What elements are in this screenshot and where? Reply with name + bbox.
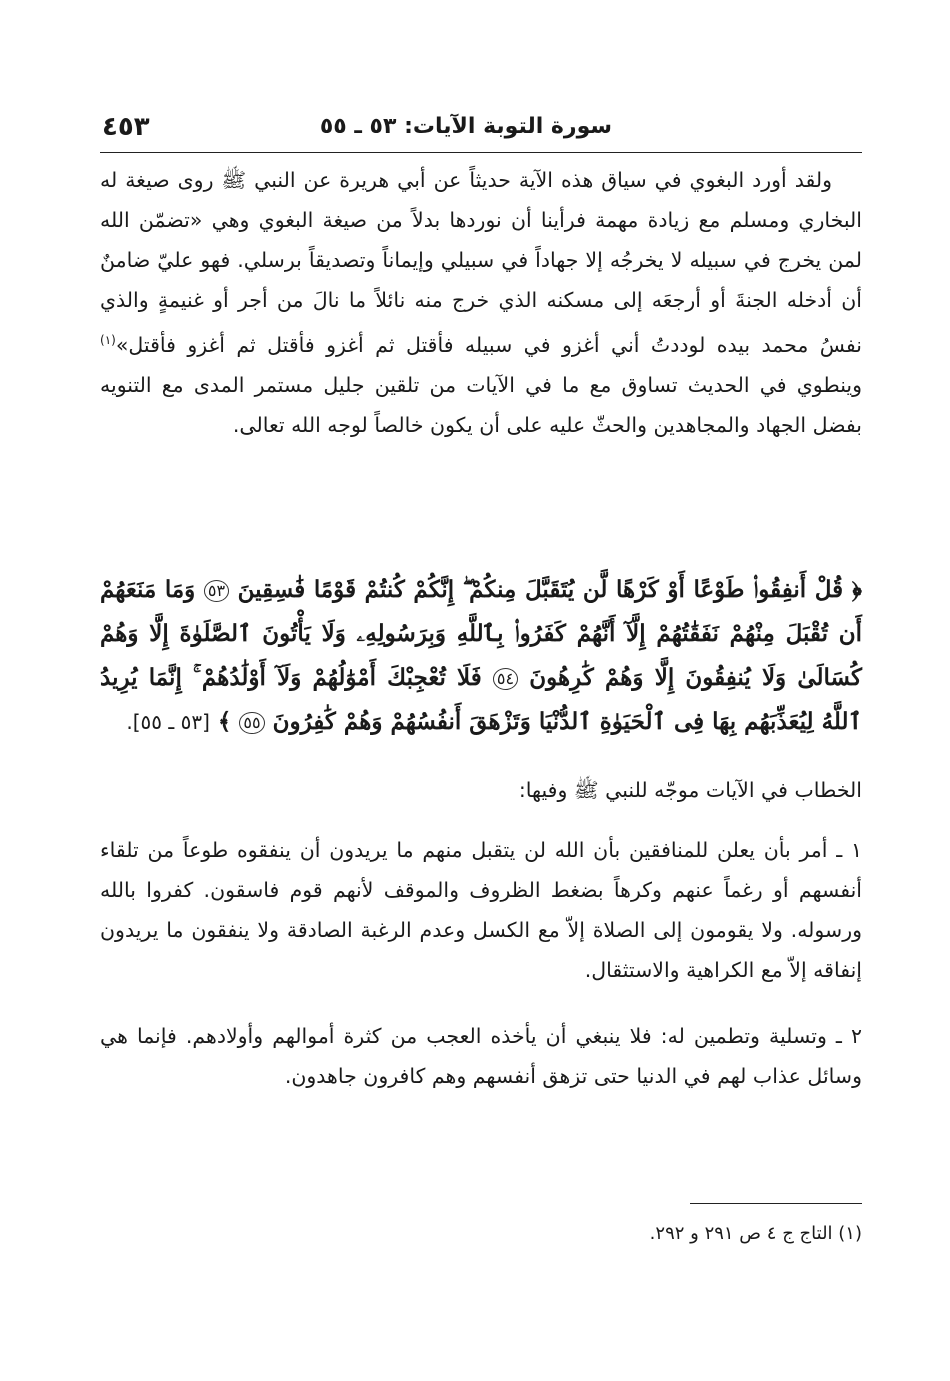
verse-reference: [٥٣ ـ ٥٥]. <box>126 710 210 734</box>
paragraph-hadith-text: ولقد أورد البغوي في سياق هذه الآية حديثاً عن أبي هريرة عن النبي ﷺ روى صيغة له البخاري ومسلم مع زيادة مهمة فرأينا أن نوردها بدلاً من صيغة البغوي وهي «تضمّن الله لمن يخرج في سبيله لا يخرجُه إلا جهاداً في سبيلي وإيماناً وتصديقاً برسلي. فهو عليّ ضامنٌ أن أدخله الجنةَ أو أرجعَه إلى مسكنه الذي خرج منه نائلاً ما نالَ من أجر أو غنيمةٍ والذي نفسُ محمد بيده لوددتُ أني أغزو في سبيله فأقتل ثم أغزو فأقتل ثم أغزو فأقتل» <box>100 168 862 357</box>
paragraph-hadith <box>100 160 862 445</box>
page-number: ٤٥٣ <box>102 112 150 142</box>
verse-open-bracket: ﴿ <box>851 576 862 603</box>
verse-55: فَلَا تُعْجِبْكَ أَمْوَٰلُهُمْ وَلَآ أَوْلَٰدُهُمْ ۚ إِنَّمَا يُرِيدُ ٱللَّهُ لِيُعَذِّبَهُم بِهَا فِى ٱلْحَيَوٰةِ ٱلدُّنْيَا وَتَزْهَقَ أَنفُسُهُمْ وَهُمْ كَٰفِرُونَ <box>100 664 862 735</box>
verse-close-bracket: ﴾ <box>217 708 232 735</box>
ayah-number-53: ٥٣ <box>204 580 229 602</box>
verse-54: وَمَا مَنَعَهُمْ أَن تُقْبَلَ مِنْهُمْ نَفَقَٰتُهُمْ إِلَّآ أَنَّهُمْ كَفَرُوا۟ بِٱللَّهِ وَبِرَسُولِهِۦ وَلَا يَأْتُونَ ٱلصَّلَوٰةَ إِلَّا وَهُمْ كُسَالَىٰ وَلَا يُنفِقُونَ إِلَّا وَهُمْ كَٰرِهُونَ <box>100 576 862 691</box>
verse-53: قُلْ أَنفِقُوا۟ طَوْعًا أَوْ كَرْهًا لَّن يُتَقَبَّلَ مِنكُمْ ۖ إِنَّكُمْ كُنتُمْ قَوْمًا فَٰسِقِينَ <box>237 576 844 603</box>
ayah-number-55: ٥٥ <box>239 712 264 734</box>
footnote-marker: (١) <box>100 333 116 347</box>
point-1: ١ ـ أمر بأن يعلن للمنافقين بأن الله لن يتقبل منهم ما يريدون أن ينفقوه طوعاً من تلقاء أنفسهم أو رغماً عنهم وكرهاً بضغط الظروف والموقف لأنهم قوم فاسقون. كفروا بالله ورسوله. ولا يقومون إلى الصلاة إلاّ مع الكسل وعدم الرغبة الصادقة ولا ينفقون ما يريدون إنفاقه إلاّ مع الكراهية والاستثقال. <box>100 838 862 982</box>
quran-verses <box>100 568 862 744</box>
intro-line: الخطاب في الآيات موجّه للنبي ﷺ وفيها: <box>518 778 862 802</box>
page-header <box>100 112 862 153</box>
running-title: سورة التوبة الآيات: ٥٣ ـ ٥٥ <box>319 114 612 139</box>
footnote: (١) التاج ج ٤ ص ٢٩١ و ٢٩٢. <box>649 1223 862 1244</box>
footnote-divider <box>690 1203 862 1204</box>
point-2: ٢ ـ وتسلية وتطمين له: فلا ينبغي أن يأخذه العجب من كثرة أموالهم وأولادهم. فإنما هي وسائل عذاب لهم في الدنيا حتى تزهق أنفسهم وهم كافرون جاهدون. <box>100 1024 862 1088</box>
paragraph-hadith-continuation: وينطوي في الحديث تساوق مع ما في الآيات من تلقين جليل مستمر المدى مع التنويه بفضل الجهاد والمجاهدين والحثّ عليه على أن يكون خالصاً لوجه الله تعالى. <box>100 372 862 437</box>
ayah-number-54: ٥٤ <box>493 668 518 690</box>
